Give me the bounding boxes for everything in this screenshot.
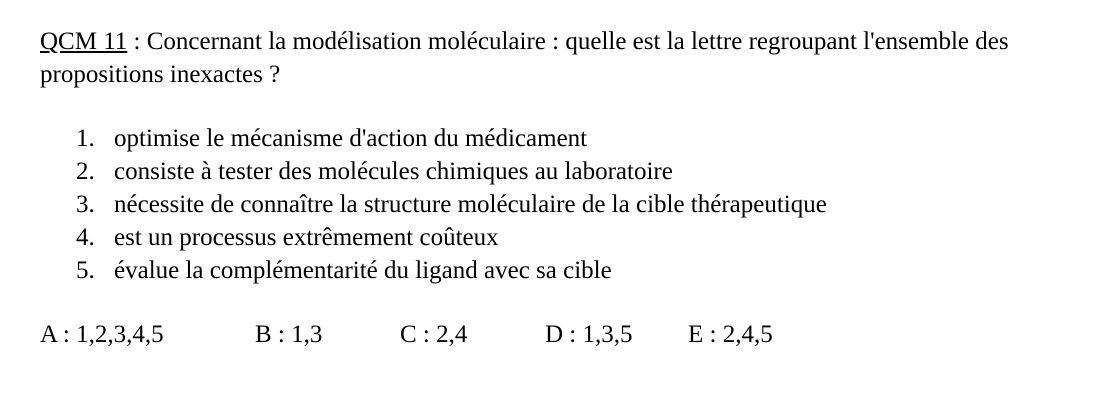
proposition-number: 2. xyxy=(76,158,95,185)
proposition-item xyxy=(76,221,827,254)
proposition-text: est un processus extrêmement coûteux xyxy=(114,224,499,251)
propositions-list xyxy=(76,122,827,287)
proposition-text: évalue la complémentarité du ligand avec sa cible xyxy=(114,257,612,284)
answer-option-b: B : 1,3 xyxy=(255,321,323,348)
answer-option-d: D : 1,3,5 xyxy=(545,321,633,348)
answer-option-c: C : 2,4 xyxy=(400,321,468,348)
proposition-number: 3. xyxy=(76,191,95,218)
proposition-text: optimise le mécanisme d'action du médicament xyxy=(114,125,588,152)
proposition-item xyxy=(76,254,827,287)
answer-option-e: E : 2,4,5 xyxy=(688,321,773,348)
question-body: : Concernant la modélisation moléculaire : quelle est la lettre regroupant l'ensemble des propositions inexactes ? xyxy=(40,28,1009,88)
proposition-item xyxy=(76,155,827,188)
proposition-item xyxy=(76,122,827,155)
proposition-number: 1. xyxy=(76,125,95,152)
proposition-number: 4. xyxy=(76,224,95,251)
proposition-text: nécessite de connaître la structure moléculaire de la cible thérapeutique xyxy=(114,191,827,218)
proposition-item xyxy=(76,188,827,221)
answer-option-a: A : 1,2,3,4,5 xyxy=(40,321,164,348)
question-number: QCM 11 xyxy=(40,28,128,55)
proposition-text: consiste à tester des molécules chimiques au laboratoire xyxy=(114,158,673,185)
proposition-number: 5. xyxy=(76,257,95,284)
question-text xyxy=(40,25,1080,91)
